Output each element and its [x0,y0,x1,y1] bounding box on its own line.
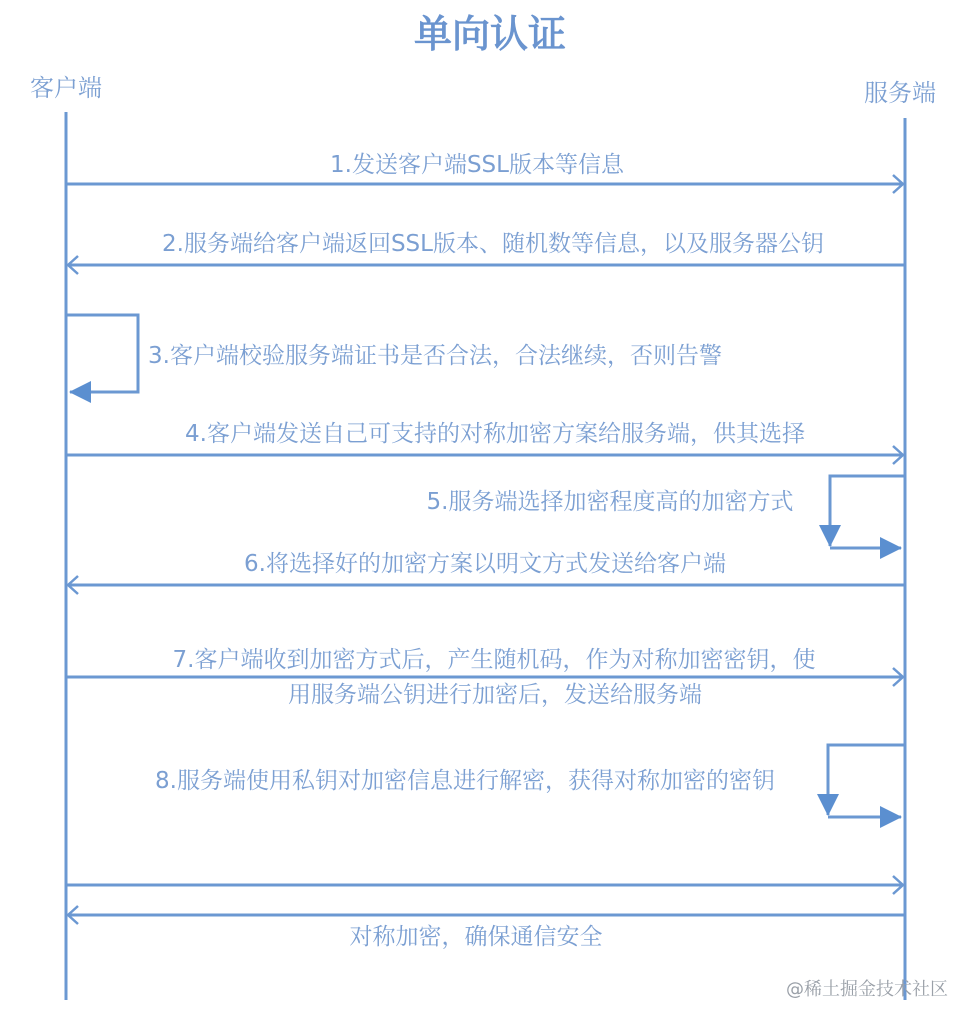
step-5-label: 5.服务端选择加密程度高的加密方式 [426,489,794,515]
step-3-label: 3.客户端校验服务端证书是否合法，合法继续，否则告警 [148,343,722,369]
step-3-self-arrow [66,315,138,392]
step-9-label: 对称加密，确保通信安全 [349,924,603,950]
step-2-label: 2.服务端给客户端返回SSL版本、随机数等信息，以及服务器公钥 [162,231,824,257]
step-1-label: 1.发送客户端SSL版本等信息 [330,152,624,178]
step-8-self-arrow-down [828,745,905,815]
step-7-label-line2: 用服务端公钥进行加密后，发送给服务端 [288,682,702,708]
step-6-label: 6.将选择好的加密方案以明文方式发送给客户端 [244,551,726,577]
diagram-title: 单向认证 [413,12,567,56]
actor-server-label: 服务端 [864,79,936,107]
watermark: @稀土掘金技术社区 [786,979,948,1000]
actor-client-label: 客户端 [30,74,102,102]
step-7-label-line1: 7.客户端收到加密方式后，产生随机码，作为对称加密密钥，使 [172,647,816,673]
step-5-self-arrow-down [830,476,905,546]
step-4-label: 4.客户端发送自己可支持的对称加密方案给服务端，供其选择 [185,421,805,447]
step-8-label: 8.服务端使用私钥对加密信息进行解密，获得对称加密的密钥 [155,768,775,794]
